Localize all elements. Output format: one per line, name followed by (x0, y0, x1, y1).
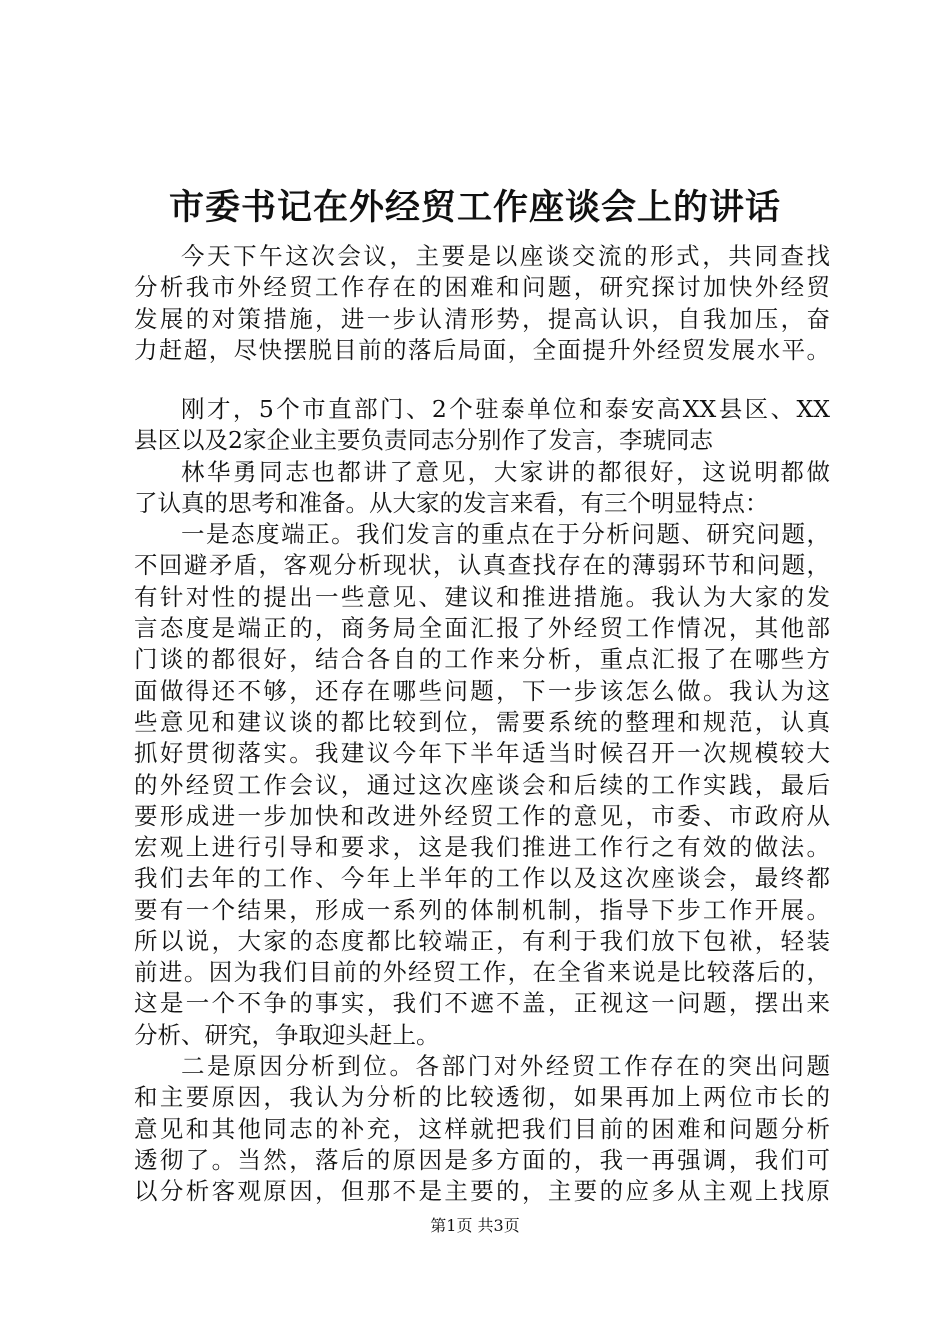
body-line: 要有一个结果，形成一系列的体制机制，指导下步工作开展。 (134, 896, 830, 924)
body-line: 宏观上进行引导和要求，这是我们推进工作行之有效的做法。 (134, 833, 830, 861)
body-line: 和主要原因，我认为分析的比较透彻，如果再加上两位市长的 (134, 1083, 830, 1111)
body-line: 言态度是端正的，商务局全面汇报了外经贸工作情况，其他部 (134, 614, 830, 642)
body-line: 我们去年的工作、今年上半年的工作以及这次座谈会，最终都 (134, 864, 830, 892)
body-line: 刚才，5个市直部门、2个驻泰单位和泰安高XX县区、XX (181, 395, 830, 423)
body-line: 一是态度端正。我们发言的重点在于分析问题、研究问题， (181, 520, 830, 548)
body-line: 分析我市外经贸工作存在的困难和问题，研究探讨加快外经贸 (134, 273, 830, 301)
body-line: 不回避矛盾，客观分析现状，认真查找存在的薄弱环节和问题， (134, 551, 830, 579)
document-title: 市委书记在外经贸工作座谈会上的讲话 (168, 187, 781, 228)
body-line: 透彻了。当然，落后的原因是多方面的，我一再强调，我们可 (134, 1146, 830, 1174)
body-line: 要形成进一步加快和改进外经贸工作的意见，市委、市政府从 (134, 802, 830, 830)
body-line: 今天下午这次会议，主要是以座谈交流的形式，共同查找 (181, 242, 830, 270)
body-line: 的外经贸工作会议，通过这次座谈会和后续的工作实践，最后 (134, 771, 830, 799)
body-line: 抓好贯彻落实。我建议今年下半年适当时候召开一次规模较大 (134, 739, 830, 767)
body-line: 些意见和建议谈的都比较到位，需要系统的整理和规范，认真 (134, 708, 830, 736)
body-line: 意见和其他同志的补充，这样就把我们目前的困难和问题分析 (134, 1115, 830, 1143)
body-line: 发展的对策措施，进一步认清形势，提高认识，自我加压，奋 (134, 305, 830, 333)
body-line: 这是一个不争的事实，我们不遮不盖，正视这一问题，摆出来 (134, 989, 830, 1017)
body-line: 以分析客观原因，但那不是主要的，主要的应多从主观上找原 (134, 1177, 830, 1205)
page-number: 第1页 共3页 (430, 1216, 520, 1235)
body-line: 面做得还不够，还存在哪些问题，下一步该怎么做。我认为这 (134, 677, 830, 705)
body-line: 所以说，大家的态度都比较端正，有利于我们放下包袱，轻装 (134, 927, 830, 955)
body-line: 二是原因分析到位。各部门对外经贸工作存在的突出问题 (181, 1052, 830, 1080)
body-line: 了认真的思考和准备。从大家的发言来看，有三个明显特点： (134, 489, 769, 517)
body-line: 分析、研究，争取迎头赶上。 (134, 1021, 440, 1049)
body-line: 门谈的都很好，结合各自的工作来分析，重点汇报了在哪些方 (134, 645, 830, 673)
body-line: 县区以及2家企业主要负责同志分别作了发言，李琥同志 (134, 426, 713, 454)
body-line: 力赶超，尽快摆脱目前的落后局面，全面提升外经贸发展水平。 (134, 336, 830, 364)
body-line: 有针对性的提出一些意见、建议和推进措施。我认为大家的发 (134, 583, 830, 611)
body-line: 林华勇同志也都讲了意见，大家讲的都很好，这说明都做 (181, 458, 830, 486)
body-line: 前进。因为我们目前的外经贸工作，在全省来说是比较落后的， (134, 958, 830, 986)
